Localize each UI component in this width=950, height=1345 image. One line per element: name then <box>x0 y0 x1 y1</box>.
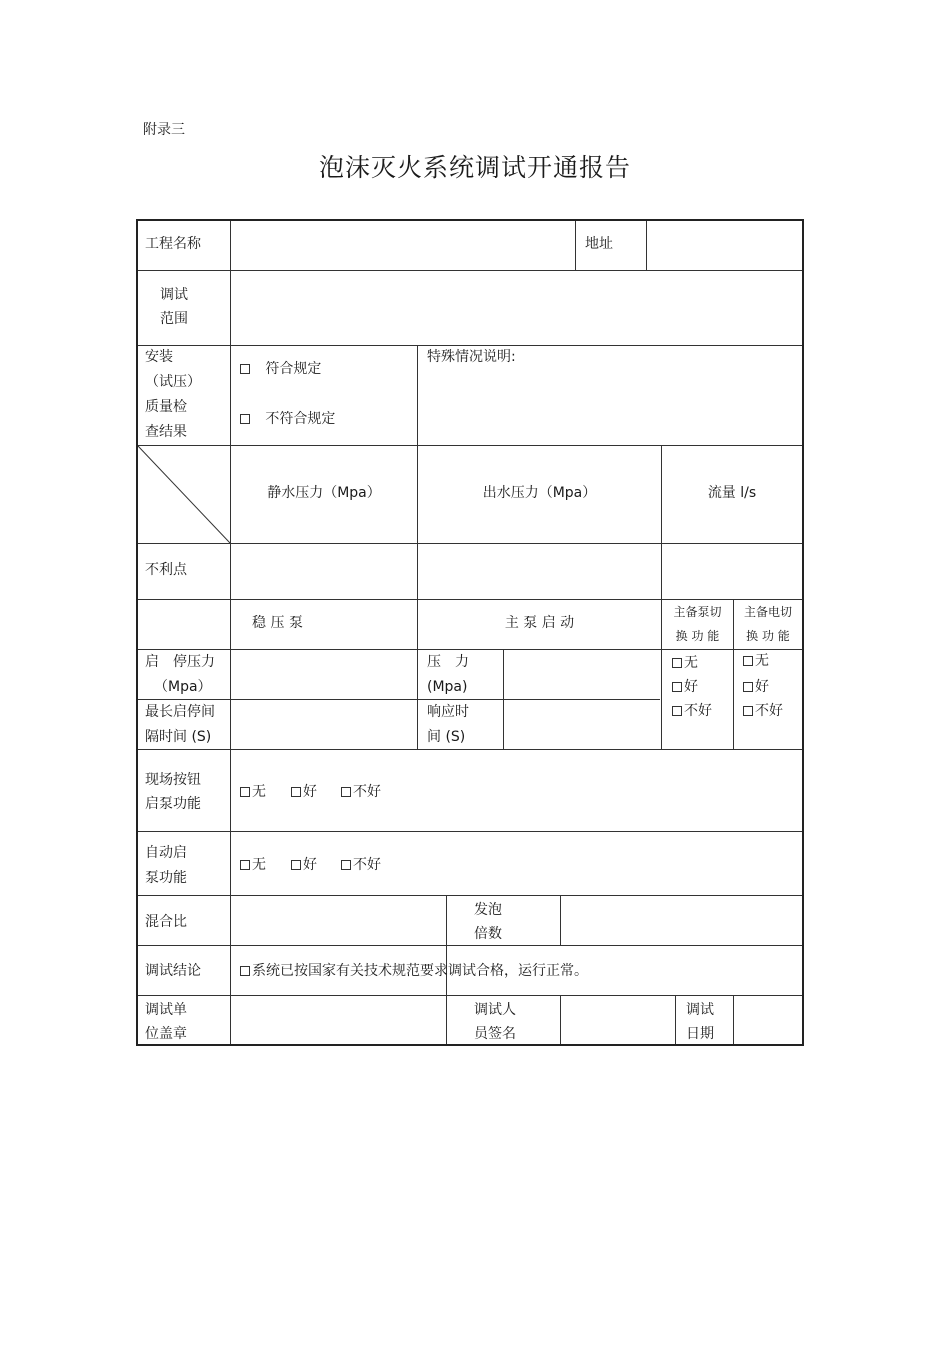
col-divider <box>575 221 576 270</box>
option-label: 无 <box>684 655 698 671</box>
appendix-label: 附录三 <box>143 122 185 138</box>
label-unit-seal-1: 调试单 <box>145 1002 187 1018</box>
label-start-stop-1: 启 停压力 <box>145 654 215 670</box>
label-field-button-1: 现场按钮 <box>145 772 201 788</box>
option-label: 好 <box>755 679 769 695</box>
option-label: 好 <box>303 784 317 800</box>
label-special-note: 特殊情况说明: <box>427 349 516 365</box>
header-power-switch-1: 主备电切 <box>743 605 792 619</box>
label-auto-start-1: 自动启 <box>145 845 187 861</box>
option-not-comply[interactable] <box>240 407 335 432</box>
option-label: 无 <box>755 653 769 669</box>
option-label: 不好 <box>755 703 783 719</box>
col-divider <box>733 995 734 1044</box>
label-tester-1: 调试人 <box>474 1002 516 1018</box>
conclusion-text: 系统已按国家有关技术规范要求调试合格，运行正常。 <box>252 963 588 979</box>
row-divider <box>138 649 802 650</box>
label-scope-2: 范围 <box>160 311 188 327</box>
row-divider <box>138 995 802 996</box>
option-auto-good[interactable] <box>291 853 317 878</box>
option-not-comply-label: 不符合规定 <box>265 411 336 427</box>
label-auto-start-2: 泵功能 <box>145 870 187 886</box>
option-label: 无 <box>252 857 266 873</box>
option-label: 好 <box>303 857 317 873</box>
label-address: 地址 <box>585 236 613 252</box>
label-install-3: 质量检 <box>145 399 187 415</box>
option-pump-good[interactable] <box>672 675 698 700</box>
col-divider <box>503 649 504 749</box>
checkbox-icon <box>240 966 250 976</box>
header-static-pressure: 静水压力（Mpa） <box>267 485 381 501</box>
label-install-2: （试压） <box>145 374 201 390</box>
checkbox-icon <box>240 364 250 374</box>
header-flow: 流量 l/s <box>707 485 757 501</box>
header-power-switch-2: 换 功 能 <box>746 629 790 643</box>
checkbox-icon <box>240 414 250 424</box>
option-field-good[interactable] <box>291 780 317 805</box>
checkbox-icon <box>672 658 682 668</box>
checkbox-icon <box>341 787 351 797</box>
option-auto-bad[interactable] <box>341 853 381 878</box>
option-field-bad[interactable] <box>341 780 381 805</box>
label-pressure-2: (Mpa) <box>427 679 468 695</box>
page-title: 泡沫灭火系统调试开通报告 <box>318 153 631 182</box>
row-divider <box>138 831 802 832</box>
option-conclusion-pass[interactable] <box>240 959 588 984</box>
label-response-2: 间 (S) <box>427 729 466 745</box>
checkbox-icon <box>743 656 753 666</box>
checkbox-icon <box>672 706 682 716</box>
label-mix-ratio: 混合比 <box>145 914 187 930</box>
label-unit-seal-2: 位盖章 <box>145 1026 187 1042</box>
row-divider <box>138 699 660 700</box>
col-divider <box>675 995 676 1044</box>
row-divider <box>138 945 802 946</box>
option-label: 好 <box>684 679 698 695</box>
option-power-good[interactable] <box>743 675 769 700</box>
checkbox-icon <box>240 787 250 797</box>
checkbox-icon <box>291 787 301 797</box>
option-label: 不好 <box>684 703 712 719</box>
label-expansion-1: 发泡 <box>474 902 502 918</box>
option-label: 无 <box>252 784 266 800</box>
option-comply[interactable] <box>240 357 321 382</box>
checkbox-icon <box>240 860 250 870</box>
option-power-none[interactable] <box>743 649 769 674</box>
label-tester-2: 员签名 <box>474 1026 516 1042</box>
option-label: 不好 <box>353 857 381 873</box>
option-comply-label: 符合规定 <box>265 361 322 377</box>
option-label: 不好 <box>353 784 381 800</box>
header-pump-switch-1: 主备泵切 <box>673 605 722 619</box>
option-pump-bad[interactable] <box>672 699 712 724</box>
label-field-button-2: 启泵功能 <box>145 796 201 812</box>
label-start-stop-2: （Mpa） <box>154 679 212 695</box>
checkbox-icon <box>291 860 301 870</box>
label-expansion-2: 倍数 <box>474 926 502 942</box>
label-scope-1: 调试 <box>160 287 188 303</box>
label-response-1: 响应时 <box>427 704 469 720</box>
label-date-1: 调试 <box>686 1002 714 1018</box>
checkbox-icon <box>672 682 682 692</box>
row-divider <box>138 270 802 271</box>
checkbox-icon <box>743 682 753 692</box>
label-pressure-1: 压 力 <box>427 654 469 670</box>
report-form <box>136 219 804 1046</box>
col-divider <box>560 895 561 945</box>
col-divider <box>417 345 418 749</box>
col-divider <box>646 221 647 270</box>
label-install-1: 安装 <box>145 349 173 365</box>
option-field-none[interactable] <box>240 780 266 805</box>
label-date-2: 日期 <box>686 1026 714 1042</box>
label-interval-1: 最长启停间 <box>145 704 215 720</box>
row-divider <box>138 895 802 896</box>
label-install-4: 查结果 <box>145 424 187 440</box>
header-main-pump-start: 主 泵 启 动 <box>504 615 575 631</box>
label-conclusion: 调试结论 <box>145 963 201 979</box>
option-power-bad[interactable] <box>743 699 783 724</box>
option-auto-none[interactable] <box>240 853 266 878</box>
header-pump-switch-2: 换 功 能 <box>675 629 720 643</box>
label-interval-2: 隔时间 (S) <box>145 729 212 745</box>
row-divider <box>138 543 802 544</box>
row-divider <box>138 749 802 750</box>
header-outlet-pressure: 出水压力（Mpa） <box>482 485 597 501</box>
label-worst-point: 不利点 <box>145 562 187 578</box>
checkbox-icon <box>341 860 351 870</box>
label-project-name: 工程名称 <box>145 236 201 252</box>
row-divider <box>138 445 802 446</box>
checkbox-icon <box>743 706 753 716</box>
col-divider <box>560 995 561 1044</box>
option-pump-none[interactable] <box>672 651 698 676</box>
header-stabilizer-pump: 稳 压 泵 <box>252 615 303 631</box>
